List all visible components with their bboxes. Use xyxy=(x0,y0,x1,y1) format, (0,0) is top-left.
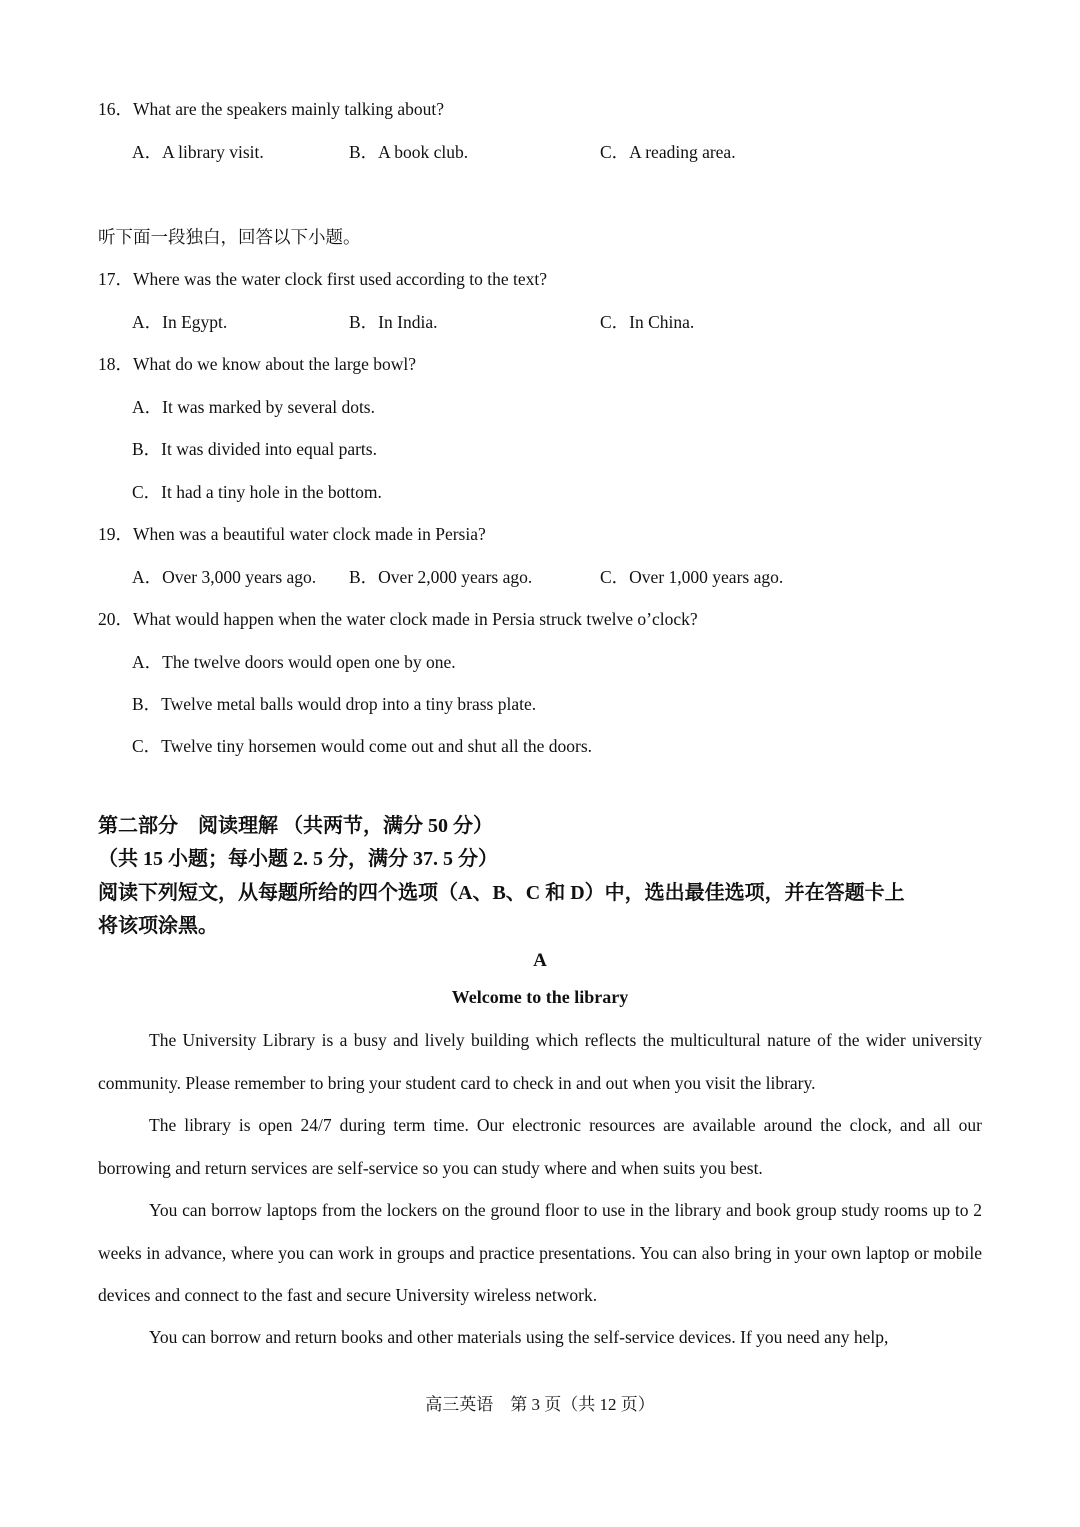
passage-paragraph-4: You can borrow and return books and other materials using the self-service devices. If you need any help, xyxy=(149,1327,889,1347)
q20-option-b: B．Twelve metal balls would drop into a tiny brass plate. xyxy=(132,694,537,714)
part2-subheading: （共 15 小题；每小题 2. 5 分，满分 37. 5 分） xyxy=(98,848,498,870)
question-19-options xyxy=(132,565,932,589)
q20-option-a: A．The twelve doors would open one by one. xyxy=(132,652,456,672)
q17-option-b: B．In India. xyxy=(349,312,438,332)
monologue-instruction: 听下面一段独白，回答以下小题。 xyxy=(98,227,361,247)
q19-option-b: B．Over 2,000 years ago. xyxy=(349,567,533,587)
question-17-options xyxy=(132,310,932,334)
q17-option-c: C．In China. xyxy=(600,312,695,332)
question-19-stem: 19．When was a beautiful water clock made in Persia? xyxy=(98,524,486,544)
q16-option-c: C．A reading area. xyxy=(600,142,736,162)
q17-option-a: A．In Egypt. xyxy=(132,312,228,332)
q20-option-c: C．Twelve tiny horsemen would come out and shut all the doors. xyxy=(132,736,593,756)
question-16-stem: 16．What are the speakers mainly talking about? xyxy=(98,99,444,119)
q18-option-b: B．It was divided into equal parts. xyxy=(132,439,377,459)
passage-title: Welcome to the library xyxy=(451,987,629,1007)
question-20-stem: 20．What would happen when the water clock made in Persia struck twelve o’clock? xyxy=(98,609,698,629)
question-17-stem: 17．Where was the water clock first used according to the text? xyxy=(98,269,547,289)
q16-option-b: B．A book club. xyxy=(349,142,469,162)
q19-option-c: C．Over 1,000 years ago. xyxy=(600,567,784,587)
q16-option-a: A．A library visit. xyxy=(132,142,264,162)
passage-paragraph-3: You can borrow laptops from the lockers on the ground floor to use in the library and book group study rooms up to 2 weeks in advance, where you can work in groups and practice presentations. You can also bring in your own laptop or mobile devices and connect to the fast and secure University wireless network. xyxy=(98,1200,982,1305)
passage-paragraph-2: The library is open 24/7 during term time. Our electronic resources are available around the clock, and all our borrowing and return services are self-service so you can study where and when suits you best. xyxy=(98,1115,982,1178)
question-16-options xyxy=(132,140,932,164)
part2-instruction-line2: 将该项涂黑。 xyxy=(98,915,218,937)
q18-option-a: A．It was marked by several dots. xyxy=(132,397,375,417)
q18-option-c: C．It had a tiny hole in the bottom. xyxy=(132,482,382,502)
passage-paragraph-1: The University Library is a busy and lively building which reflects the multicultural nature of the wider university community. Please remember to bring your student card to check in and out when you visit the library. xyxy=(98,1030,982,1093)
question-18-stem: 18．What do we know about the large bowl? xyxy=(98,354,416,374)
part2-instruction-line1: 阅读下列短文，从每题所给的四个选项（A、B、C 和 D）中，选出最佳选项，并在答题卡上 xyxy=(98,882,905,904)
passage-letter: A xyxy=(533,950,547,971)
page-footer: 高三英语 第 3 页（共 12 页） xyxy=(425,1395,655,1414)
q19-option-a: A．Over 3,000 years ago. xyxy=(132,567,317,587)
part2-heading: 第二部分 阅读理解 （共两节，满分 50 分） xyxy=(98,815,493,837)
